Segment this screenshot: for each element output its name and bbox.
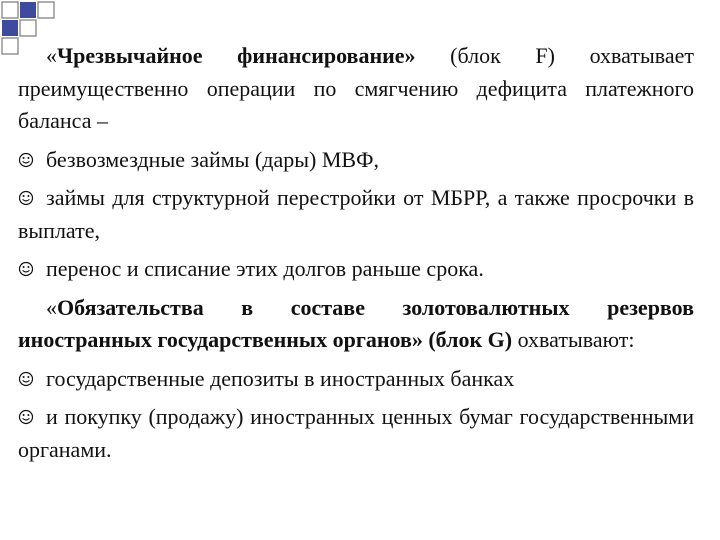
smiley-bullet-icon bbox=[18, 261, 40, 277]
corner-square bbox=[20, 20, 36, 36]
block-g-title: Обязательства в составе золотовалютных резервов иностранных государственных органов» (блок G) bbox=[18, 294, 694, 352]
block-g-paragraph bbox=[18, 292, 694, 357]
list-item bbox=[18, 363, 694, 396]
block-g-description: охватывают: bbox=[512, 327, 635, 352]
corner-square bbox=[2, 38, 18, 54]
smiley-bullet-icon bbox=[18, 152, 40, 168]
block-g-open-quote: « bbox=[46, 294, 57, 320]
corner-square bbox=[20, 2, 36, 18]
bullet-text: безвозмездные займы (дары) МВФ, bbox=[46, 146, 379, 172]
corner-square bbox=[2, 20, 18, 36]
smiley-bullet-icon bbox=[18, 190, 40, 206]
bullet-text: перенос и списание этих долгов раньше срока. bbox=[46, 256, 484, 281]
corner-square bbox=[38, 2, 54, 18]
block-f-open-quote: « bbox=[46, 43, 57, 68]
bullet-text: государственные депозиты в иностранных банках bbox=[46, 365, 515, 391]
block-f-title: Чрезвычайное финансирование» bbox=[57, 43, 416, 68]
list-item bbox=[18, 144, 694, 177]
list-item bbox=[18, 401, 694, 466]
block-f-description: (блок F) охватывает преимущественно операции по смягчению дефицита платежного баланса – bbox=[18, 43, 694, 133]
block-g-bullet-list bbox=[18, 363, 694, 467]
block-f-bullet-list bbox=[18, 144, 694, 286]
corner-square bbox=[2, 2, 18, 18]
smiley-bullet-icon bbox=[18, 409, 40, 425]
list-item bbox=[18, 253, 694, 286]
list-item bbox=[18, 182, 694, 247]
block-f-paragraph bbox=[18, 40, 694, 138]
bullet-text: и покупку (продажу) иностранных ценных бумаг государственными органами. bbox=[18, 404, 694, 462]
smiley-bullet-icon bbox=[18, 371, 40, 387]
bullet-text: займы для структурной перестройки от МБРР, а также просрочки в выплате, bbox=[18, 185, 694, 243]
slide-content bbox=[18, 40, 694, 472]
